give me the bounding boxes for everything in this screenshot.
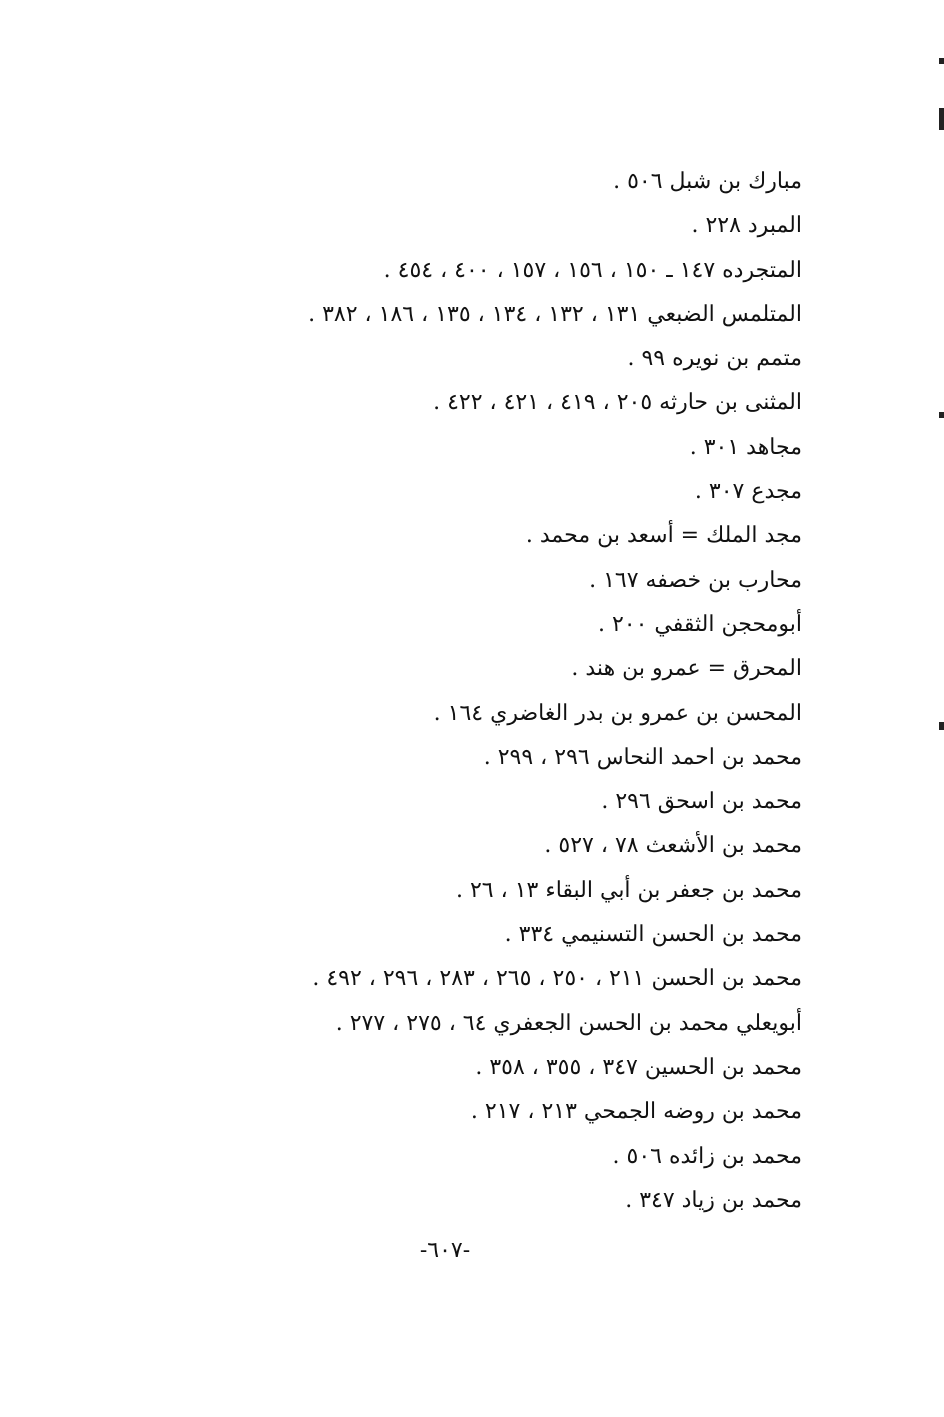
index-entry: محمد بن اسحق ٢٩٦ . bbox=[601, 789, 802, 815]
page-number: -٦٠٧- bbox=[419, 1238, 471, 1263]
scan-edge-mark bbox=[939, 108, 944, 130]
scan-edge-mark bbox=[939, 412, 944, 418]
scan-edge-mark bbox=[939, 58, 944, 64]
index-entry: محمد بن زياد ٣٤٧ . bbox=[625, 1187, 802, 1213]
index-entry: محارب بن خصفه ١٦٧ . bbox=[589, 567, 802, 593]
index-list bbox=[182, 160, 802, 1223]
index-entry: محمد بن زائده ٥٠٦ . bbox=[612, 1143, 802, 1169]
index-entry: المثنى بن حارثه ٢٠٥ ، ٤١٩ ، ٤٢١ ، ٤٢٢ . bbox=[433, 390, 802, 416]
index-entry: المتجرده ١٤٧ ـ ١٥٠ ، ١٥٦ ، ١٥٧ ، ٤٠٠ ، ٤٥٤ . bbox=[383, 257, 802, 283]
index-entry: محمد بن الحسن ٢١١ ، ٢٥٠ ، ٢٦٥ ، ٢٨٣ ، ٢٩٦ ، ٤٩٢ . bbox=[312, 966, 802, 992]
index-entry: المتلمس الضبعي ١٣١ ، ١٣٢ ، ١٣٤ ، ١٣٥ ، ١٨٦ ، ٣٨٢ . bbox=[308, 301, 802, 327]
index-entry: مبارك بن شبل ٥٠٦ . bbox=[613, 169, 802, 194]
index-entry: أبومحجن الثقفي ٢٠٠ . bbox=[597, 611, 802, 637]
index-entry: محمد بن الأشعث ٧٨ ، ٥٢٧ . bbox=[544, 833, 802, 859]
index-entry: المبرد ٢٢٨ . bbox=[691, 213, 802, 239]
index-entry: محمد بن الحسين ٣٤٧ ، ٣٥٥ ، ٣٥٨ . bbox=[475, 1054, 802, 1080]
index-entry: محمد بن الحسن التسنيمي ٣٣٤ . bbox=[504, 922, 802, 948]
index-entry: المحسن بن عمرو بن بدر الغاضري ١٦٤ . bbox=[433, 700, 802, 726]
scan-edge-mark bbox=[939, 722, 944, 730]
index-entry: متمم بن نويره ٩٩ . bbox=[627, 346, 802, 372]
index-entry: محمد بن روضه الجمحي ٢١٣ ، ٢١٧ . bbox=[470, 1099, 802, 1125]
index-entry: مجاهد ٣٠١ . bbox=[689, 434, 802, 460]
index-entry: محمد بن جعفر بن أبي البقاء ١٣ ، ٢٦ . bbox=[455, 877, 802, 903]
index-entry: أبويعلي محمد بن الحسن الجعفري ٦٤ ، ٢٧٥ ، ٢٧٧ . bbox=[335, 1010, 802, 1036]
index-entry: محمد بن احمد النحاس ٢٩٦ ، ٢٩٩ . bbox=[483, 744, 802, 770]
index-entry: المحرق = عمرو بن هند . bbox=[571, 656, 802, 682]
index-entry: مجد الملك = أسعد بن محمد . bbox=[525, 523, 802, 549]
index-entry: مجدع ٣٠٧ . bbox=[694, 479, 802, 505]
